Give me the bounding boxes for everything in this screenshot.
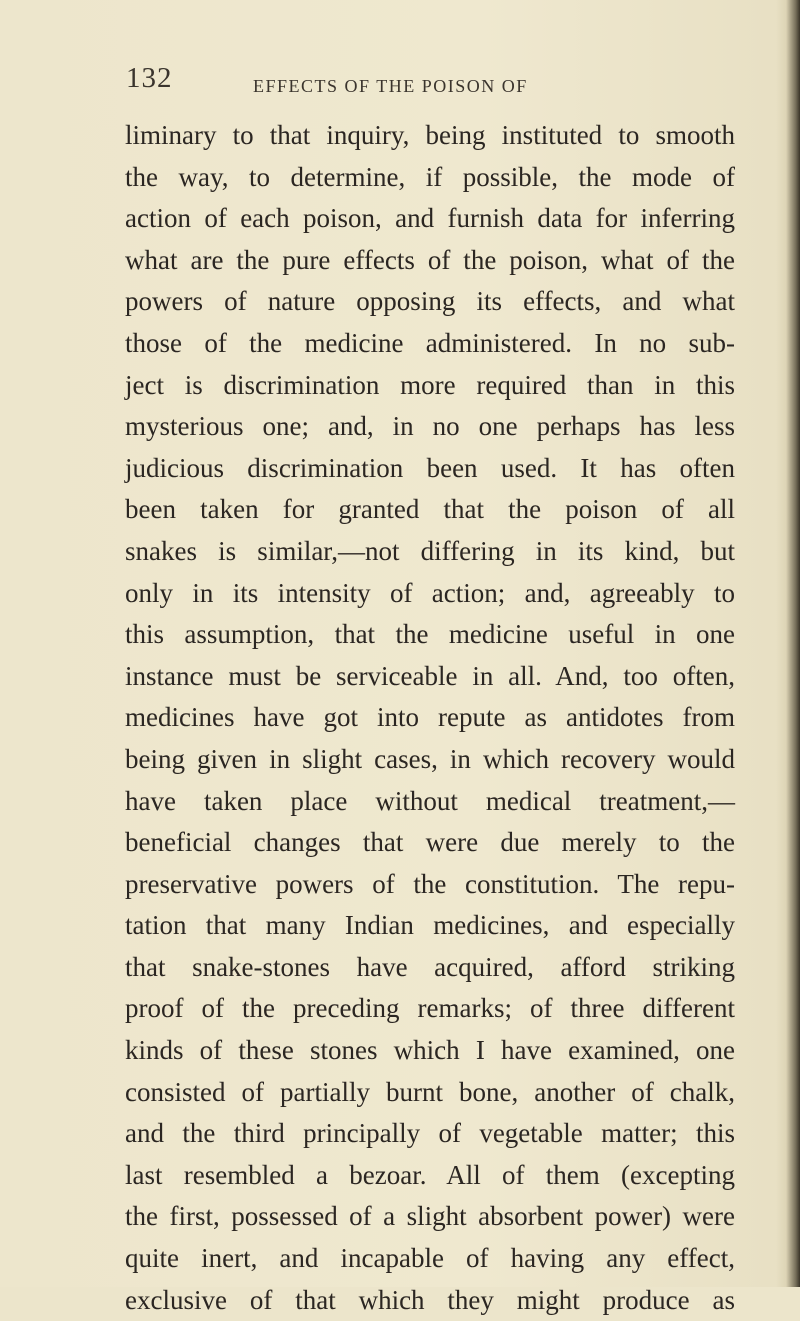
page-edge-shadow	[786, 0, 800, 1287]
text-line: have taken place without medical treatment,—	[125, 785, 735, 816]
text-line: this assumption, that the medicine useful in one	[125, 619, 735, 650]
text-line: kinds of these stones which I have examined, one	[125, 1035, 735, 1066]
text-line: that snake-stones have acquired, afford striking	[125, 951, 735, 982]
text-line: those of the medicine administered. In no sub-	[125, 327, 735, 358]
text-line: quite inert, and incapable of having any effect,	[125, 1243, 735, 1274]
text-line: and the third principally of vegetable matter; this	[125, 1118, 735, 1149]
text-line: powers of nature opposing its effects, and what	[125, 286, 735, 317]
text-line: judicious discrimination been used. It has often	[125, 452, 735, 483]
text-line: the way, to determine, if possible, the mode of	[125, 161, 735, 192]
text-line: last resembled a bezoar. All of them (excepting	[125, 1159, 735, 1190]
text-line: proof of the preceding remarks; of three different	[125, 993, 735, 1024]
text-line: snakes is similar,—not differing in its kind, but	[125, 535, 735, 566]
text-line: consisted of partially burnt bone, another of chalk,	[125, 1076, 735, 1107]
text-line: only in its intensity of action; and, agreeably to	[125, 577, 735, 608]
text-line: ject is discrimination more required than in this	[125, 369, 735, 400]
text-line: preservative powers of the constitution. The repu-	[125, 868, 735, 899]
text-line: beneficial changes that were due merely to the	[125, 827, 735, 858]
text-line: liminary to that inquiry, being instituted to smooth	[125, 120, 735, 150]
text-line: what are the pure effects of the poison, what of the	[125, 244, 735, 275]
text-line: been taken for granted that the poison of all	[125, 494, 735, 525]
text-line: mysterious one; and, in no one perhaps has less	[125, 411, 735, 442]
text-line: being given in slight cases, in which recovery would	[125, 743, 735, 774]
text-line: exclusive of that which they might produce as	[125, 1284, 735, 1315]
text-line: instance must be serviceable in all. And, too often,	[125, 660, 735, 691]
text-line: the first, possessed of a slight absorbent power) were	[125, 1201, 735, 1232]
text-line: action of each poison, and furnish data for inferring	[125, 203, 735, 234]
text-line: medicines have got into repute as antidotes from	[125, 702, 735, 733]
body-text	[125, 115, 735, 1321]
page-number: 132	[126, 62, 173, 94]
text-line: tation that many Indian medicines, and especially	[125, 910, 735, 941]
running-head: EFFECTS OF THE POISON OF	[253, 76, 528, 96]
